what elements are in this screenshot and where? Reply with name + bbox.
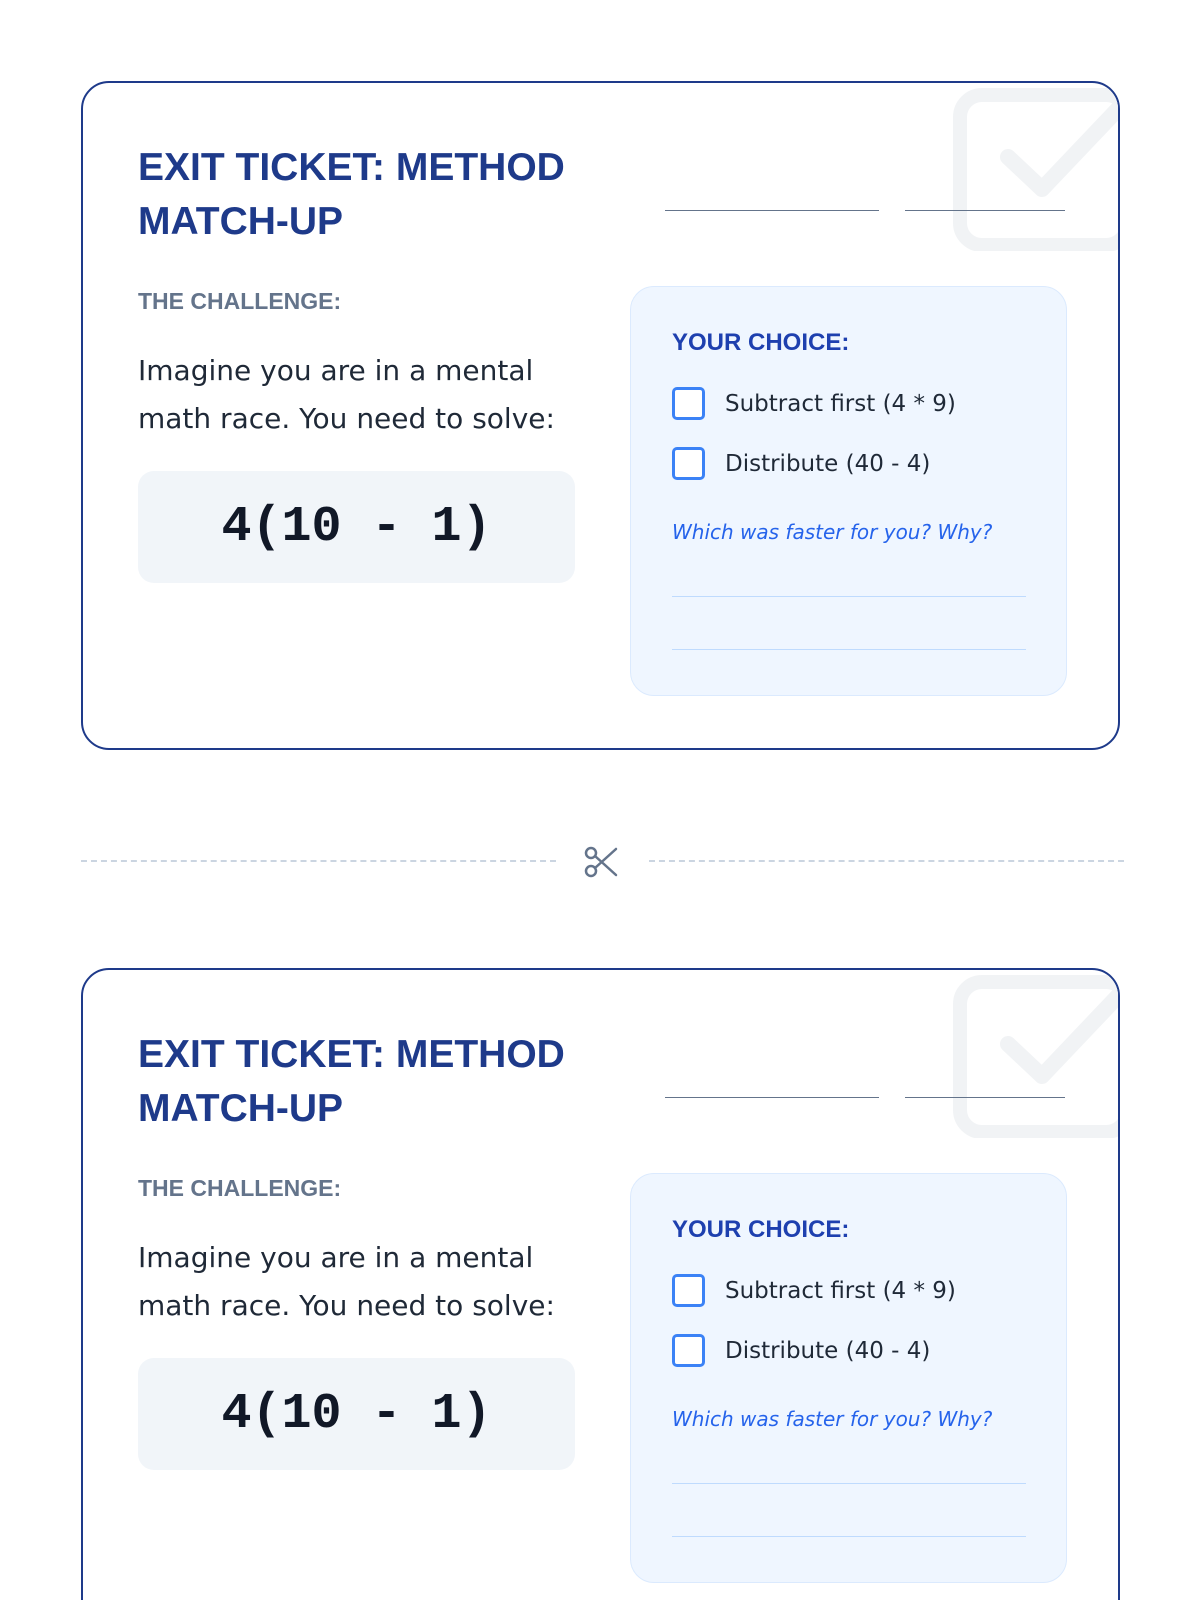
answer-line[interactable]: [672, 596, 1026, 597]
checkbox[interactable]: [672, 1334, 705, 1367]
date-line[interactable]: [905, 210, 1065, 211]
checkbox[interactable]: [672, 387, 705, 420]
answer-line[interactable]: [672, 649, 1026, 650]
option-label: Distribute (40 - 4): [725, 450, 931, 477]
scissors-icon: [583, 844, 619, 880]
challenge-label: THE CHALLENGE:: [138, 288, 342, 314]
exit-ticket: [81, 81, 1120, 750]
ticket-title: EXIT TICKET: METHOD MATCH-UP: [138, 146, 565, 243]
option-subtract-first[interactable]: [672, 1274, 956, 1307]
choice-title: YOUR CHOICE:: [672, 1216, 850, 1243]
checkmark-box-icon: [950, 972, 1120, 1138]
choice-title: YOUR CHOICE:: [672, 329, 850, 356]
choice-panel: [630, 1173, 1067, 1583]
expression-box: [138, 471, 575, 583]
reflection-prompt: Which was faster for you? Why?: [672, 520, 993, 544]
option-distribute[interactable]: [672, 1334, 930, 1367]
answer-line[interactable]: [672, 1536, 1026, 1537]
cut-line-right: [649, 860, 1124, 862]
option-label: Subtract first (4 * 9): [725, 1277, 956, 1304]
date-line[interactable]: [905, 1097, 1065, 1098]
ticket-title: EXIT TICKET: METHOD MATCH-UP: [138, 1033, 565, 1130]
option-subtract-first[interactable]: [672, 387, 956, 420]
expression-text: 4(10 - 1): [221, 498, 492, 556]
choice-panel: [630, 286, 1067, 696]
reflection-prompt: Which was faster for you? Why?: [672, 1407, 993, 1431]
challenge-prompt: Imagine you are in a mental math race. You need to solve:: [138, 354, 555, 435]
cut-line-left: [81, 860, 556, 862]
name-line[interactable]: [665, 210, 879, 211]
challenge-prompt: Imagine you are in a mental math race. You need to solve:: [138, 1241, 555, 1322]
answer-line[interactable]: [672, 1483, 1026, 1484]
expression-text: 4(10 - 1): [221, 1385, 492, 1443]
checkmark-box-icon: [950, 85, 1120, 251]
option-label: Distribute (40 - 4): [725, 1337, 931, 1364]
checkbox[interactable]: [672, 1274, 705, 1307]
expression-box: [138, 1358, 575, 1470]
name-line[interactable]: [665, 1097, 879, 1098]
exit-ticket: [81, 968, 1120, 1600]
challenge-label: THE CHALLENGE:: [138, 1175, 342, 1201]
option-label: Subtract first (4 * 9): [725, 390, 956, 417]
option-distribute[interactable]: [672, 447, 930, 480]
checkbox[interactable]: [672, 447, 705, 480]
